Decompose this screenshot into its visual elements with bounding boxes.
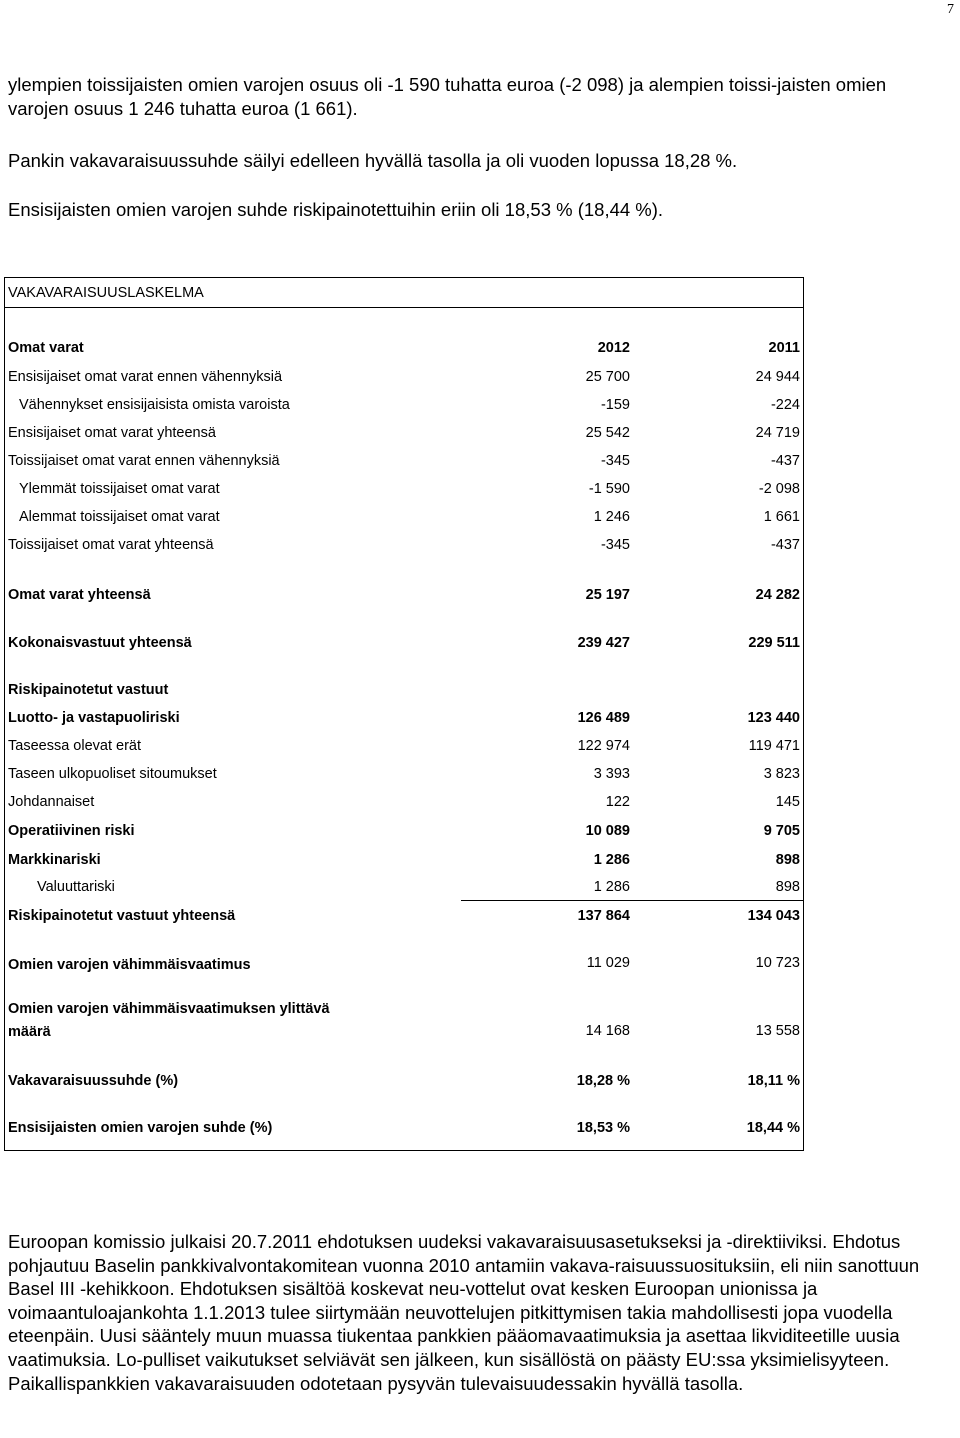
table-title: VAKAVARAISUUSLASKELMA xyxy=(5,279,803,308)
value-2011: 134 043 xyxy=(747,908,800,924)
row-label: Toissijaiset omat varat yhteensä xyxy=(8,537,214,553)
value-2012: 122 974 xyxy=(577,738,630,754)
value-2011: 1 661 xyxy=(763,509,800,525)
table-row xyxy=(5,1117,803,1139)
value-2011: -437 xyxy=(770,537,800,553)
value-2011: 18,44 % xyxy=(746,1120,800,1136)
value-2012: 3 393 xyxy=(593,766,630,782)
row-label: Taseessa olevat erät xyxy=(8,738,141,754)
table-row xyxy=(5,820,803,842)
row-label: Vähennykset ensisijaisista omista varoista xyxy=(19,397,290,413)
value-2011: 24 282 xyxy=(755,587,800,603)
value-2011: 13 558 xyxy=(755,1023,800,1039)
value-2012: -345 xyxy=(600,453,630,469)
page-number: 7 xyxy=(947,2,954,17)
table-row xyxy=(5,422,803,444)
value-2012: 1 286 xyxy=(593,879,630,895)
value-2011: 123 440 xyxy=(747,710,800,726)
table-row xyxy=(5,707,803,729)
row-label: Ylemmät toissijaiset omat varat xyxy=(19,481,220,497)
table-row xyxy=(5,366,803,388)
value-2012: 126 489 xyxy=(577,710,630,726)
value-2012: 25 700 xyxy=(585,369,630,385)
table-row xyxy=(5,998,803,1020)
value-2011: -224 xyxy=(770,397,800,413)
table-row xyxy=(5,506,803,528)
value-2012: 11 029 xyxy=(586,955,630,971)
value-2011: 24 719 xyxy=(755,425,800,441)
table-row xyxy=(5,905,803,927)
row-label: Omien varojen vähimmäisvaatimus xyxy=(8,957,251,973)
table-row xyxy=(5,337,803,359)
table-row xyxy=(5,679,803,701)
row-label: Riskipainotetut vastuut yhteensä xyxy=(8,908,236,924)
table-row xyxy=(5,534,803,556)
value-2012: 18,53 % xyxy=(576,1120,630,1136)
row-label: Valuuttariski xyxy=(37,879,115,895)
table-row xyxy=(5,791,803,813)
table-row xyxy=(5,450,803,472)
row-label: Markkinariski xyxy=(8,852,101,868)
row-label: Ensisijaisten omien varojen suhde (%) xyxy=(8,1120,273,1136)
row-label: Ensisijaiset omat varat yhteensä xyxy=(8,425,216,441)
table-row xyxy=(5,954,803,976)
value-2011: 24 944 xyxy=(755,369,800,385)
row-label: Omat varat xyxy=(8,340,84,356)
value-2011: 18,11 % xyxy=(747,1073,800,1089)
row-label: Omien varojen vähimmäisvaatimuksen ylittävä xyxy=(8,1001,330,1017)
row-label: Taseen ulkopuoliset sitoumukset xyxy=(8,766,217,782)
table-row xyxy=(5,394,803,416)
table-row xyxy=(5,876,803,898)
row-label: Alemmat toissijaiset omat varat xyxy=(19,509,220,525)
capital-adequacy-table xyxy=(4,277,804,1151)
value-2012: 14 168 xyxy=(585,1023,630,1039)
paragraph-tier2-capital: ylempien toissijaisten omien varojen osuus oli -1 590 tuhatta euroa (-2 098) ja alempien toissi-jaisten omien varojen osuus 1 246 tuhatta euroa (1 661). xyxy=(8,74,887,119)
value-2012: 122 xyxy=(605,794,630,810)
sum-divider xyxy=(461,900,803,901)
row-label: Toissijaiset omat varat ennen vähennyksiä xyxy=(8,453,280,469)
value-2011: 229 511 xyxy=(748,635,800,651)
row-label: Luotto- ja vastapuoliriski xyxy=(8,710,180,726)
row-label: määrä xyxy=(8,1024,51,1040)
value-2011: 10 723 xyxy=(755,955,800,971)
value-2012: 25 197 xyxy=(585,587,630,603)
value-2011: 145 xyxy=(775,794,800,810)
paragraph-capital-adequacy: Pankin vakavaraisuussuhde säilyi edelleen hyvällä tasolla ja oli vuoden lopussa 18,28 %. xyxy=(8,150,738,171)
value-2011: -437 xyxy=(770,453,800,469)
value-2011: -2 098 xyxy=(758,481,800,497)
value-2012: 239 427 xyxy=(577,635,630,651)
value-2012: 10 089 xyxy=(585,823,630,839)
table-row xyxy=(5,478,803,500)
table-row xyxy=(5,1021,803,1043)
row-label: Johdannaiset xyxy=(8,794,95,810)
row-label: Operatiivinen riski xyxy=(8,823,135,839)
value-2011: 2011 xyxy=(768,340,800,356)
row-label: Ensisijaiset omat varat ennen vähennyksiä xyxy=(8,369,283,385)
value-2012: -159 xyxy=(600,397,630,413)
value-2012: -1 590 xyxy=(588,481,630,497)
value-2012: 1 286 xyxy=(593,852,630,868)
value-2012: 1 246 xyxy=(593,509,630,525)
paragraph-basel-iii: Euroopan komissio julkaisi 20.7.2011 ehdotuksen uudeksi vakavaraisuusasetukseksi ja -direktiiviksi. Ehdotus pohjautuu Baselin pankkivalvontakomitean vuonna 2010 antamiin vakava-raisuussuosituksiin, eli niin sanottuun Basel III -kehikkoon. Ehdotuksen sisältöä koskevat neu-vottelut ovat kesken Euroopan unionissa ja voimaantuloajankohta 1.1.2013 tulee siirtymään neuvottelujen pitkittymisen takia mahdollisesti jopa vuodella eteenpäin. Uusi sääntely muun muassa tiukentaa pankkien pääomavaatimuksia ja asettaa likviditeetille uusia vaatimuksia. Lo-pulliset vaikutukset selviävät sen jälkeen, kun sisällöstä on päästy EU:ssa yksimielisyyteen. Paikallispankkien vakavaraisuuden odotetaan pysyvän tulevaisuudessakin hyvällä tasolla. xyxy=(8,1231,920,1394)
paragraph-tier1-ratio: Ensisijaisten omien varojen suhde riskipainotettuihin eriin oli 18,53 % (18,44 %). xyxy=(8,199,664,220)
value-2011: 898 xyxy=(775,879,800,895)
value-2011: 9 705 xyxy=(763,823,800,839)
value-2012: -345 xyxy=(600,537,630,553)
table-row xyxy=(5,584,803,606)
row-label: Riskipainotetut vastuut xyxy=(8,682,169,698)
row-label: Vakavaraisuussuhde (%) xyxy=(8,1073,179,1089)
table-row xyxy=(5,735,803,757)
value-2012: 25 542 xyxy=(585,425,630,441)
table-row xyxy=(5,632,803,654)
value-2011: 3 823 xyxy=(763,766,800,782)
value-2011: 898 xyxy=(775,852,800,868)
row-label: Omat varat yhteensä xyxy=(8,587,151,603)
table-row xyxy=(5,763,803,785)
value-2012: 137 864 xyxy=(577,908,630,924)
value-2012: 18,28 % xyxy=(576,1073,630,1089)
value-2011: 119 471 xyxy=(748,738,800,754)
row-label: Kokonaisvastuut yhteensä xyxy=(8,635,192,651)
value-2012: 2012 xyxy=(597,340,630,356)
table-row xyxy=(5,1070,803,1092)
table-row xyxy=(5,849,803,871)
